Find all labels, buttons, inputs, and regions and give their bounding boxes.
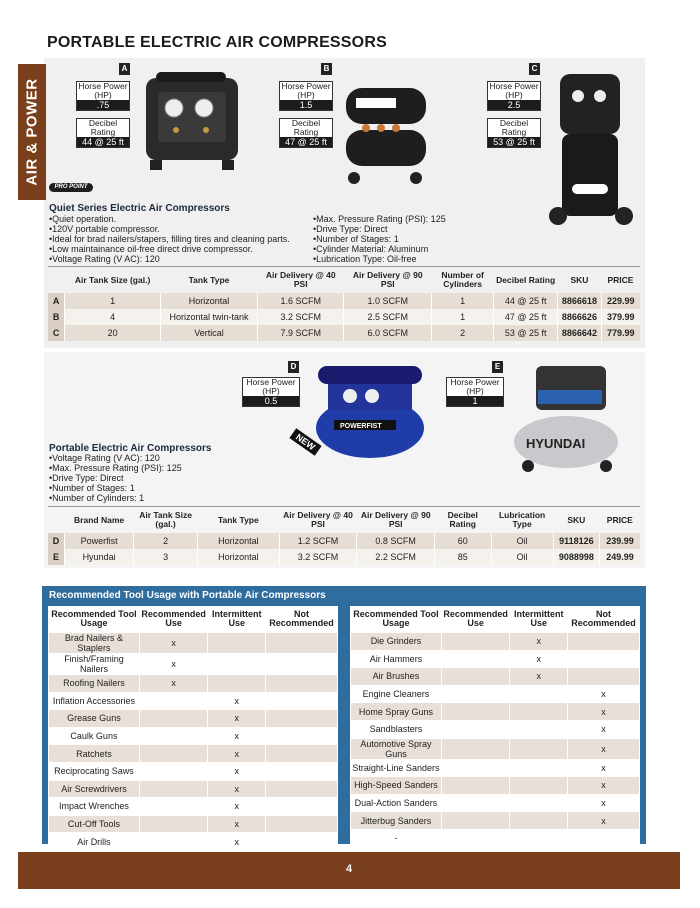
table-row — [49, 798, 338, 816]
usage-mark-cell — [266, 798, 338, 816]
usage-mark-cell — [568, 650, 640, 668]
table-header-row: Recommended Tool Usage Recommended Use Intermittent Use Not Recommended — [351, 606, 640, 633]
usage-mark-cell: x — [568, 759, 640, 777]
table-row — [49, 745, 338, 763]
table-row — [351, 829, 640, 847]
usage-mark-cell — [139, 692, 208, 710]
tool-name-cell: Air Hammers — [351, 650, 442, 668]
product-d-letter: D — [288, 361, 299, 373]
product-e-letter: E — [492, 361, 503, 373]
usage-mark-cell: x — [208, 745, 266, 763]
table-row — [49, 710, 338, 728]
usage-mark-cell: x — [208, 798, 266, 816]
tool-name-cell: Roofing Nailers — [49, 675, 140, 693]
usage-mark-cell: x — [208, 710, 266, 728]
table-row: D Powerfist 2 Horizontal 1.2 SCFM 0.8 SCFM 60 Oil 9118126 239.99 — [48, 533, 640, 549]
usage-mark-cell: x — [208, 692, 266, 710]
table-row — [49, 654, 338, 675]
usage-mark-cell — [568, 633, 640, 651]
usage-mark-cell: x — [568, 720, 640, 738]
usage-mark-cell — [266, 710, 338, 728]
product-b-letter: B — [321, 63, 332, 75]
tool-name-cell: - — [351, 829, 442, 847]
table-row — [49, 675, 338, 693]
usage-mark-cell — [139, 798, 208, 816]
usage-mark-cell — [208, 633, 266, 654]
usage-mark-cell — [266, 815, 338, 833]
product-c-letter: C — [529, 63, 540, 75]
tool-name-cell: Straight-Line Sanders — [351, 759, 442, 777]
hyundai-brand-text: HYUNDAI — [526, 436, 586, 451]
usage-mark-cell — [208, 654, 266, 675]
tool-name-cell: Automotive Spray Guns — [351, 738, 442, 759]
table-row — [49, 762, 338, 780]
usage-mark-cell — [441, 650, 510, 668]
usage-mark-cell: x — [568, 794, 640, 812]
usage-mark-cell: x — [510, 633, 568, 651]
side-tab: AIR & POWER — [18, 64, 46, 200]
section1-bullets-right: •Max. Pressure Rating (PSI): 125 •Drive Type: Direct •Number of Stages: 1 •Cylinder Material: Aluminum •Lubrication Type: Oil-free — [313, 214, 446, 264]
tool-name-cell: Finish/Framing Nailers — [49, 654, 140, 675]
table-header-row: Air Tank Size (gal.) Tank Type Air Delivery @ 40 PSI Air Delivery @ 90 PSI Number of Cylinders Decibel Rating SKU PRICE — [74, 270, 634, 289]
tool-name-cell: Grease Guns — [49, 710, 140, 728]
tool-name-cell: Engine Cleaners — [351, 685, 442, 703]
usage-mark-cell — [441, 703, 510, 721]
product-c-hp-spec: Horse Power (HP) 2.5 — [487, 81, 541, 111]
compressor-c-image — [546, 66, 636, 232]
tool-name-cell: Air Screwdrivers — [49, 780, 140, 798]
usage-mark-cell: x — [139, 654, 208, 675]
usage-mark-cell — [568, 829, 640, 847]
table-row — [351, 668, 640, 686]
usage-mark-cell — [441, 738, 510, 759]
quiet-series-table — [48, 267, 640, 341]
usage-mark-cell — [139, 815, 208, 833]
table-row — [49, 780, 338, 798]
table-row — [49, 692, 338, 710]
product-c-decibel-spec: Decibel Rating 53 @ 25 ft — [487, 118, 541, 148]
usage-mark-cell: x — [568, 812, 640, 830]
usage-mark-cell: x — [208, 780, 266, 798]
recommended-table-right — [350, 606, 640, 848]
tool-name-cell: Inflation Accessories — [49, 692, 140, 710]
product-a-decibel-spec: Decibel Rating 44 @ 25 ft — [76, 118, 130, 148]
tool-name-cell: Dual-Action Sanders — [351, 794, 442, 812]
usage-mark-cell: x — [139, 675, 208, 693]
table-row — [351, 794, 640, 812]
recommended-usage-title: Recommended Tool Usage with Portable Air Compressors — [49, 590, 326, 601]
usage-mark-cell — [139, 710, 208, 728]
compressor-d-image — [314, 362, 426, 462]
usage-mark-cell: x — [510, 650, 568, 668]
table-header-row: Recommended Tool Usage Recommended Use Intermittent Use Not Recommended — [49, 606, 338, 633]
usage-mark-cell — [510, 685, 568, 703]
usage-mark-cell — [441, 759, 510, 777]
usage-mark-cell — [139, 727, 208, 745]
usage-mark-cell — [510, 759, 568, 777]
table-row — [351, 812, 640, 830]
table-row — [351, 650, 640, 668]
usage-mark-cell: x — [568, 777, 640, 795]
product-a-letter: A — [119, 63, 130, 75]
usage-mark-cell: x — [510, 668, 568, 686]
usage-mark-cell — [510, 794, 568, 812]
usage-mark-cell: x — [568, 685, 640, 703]
table-row — [49, 727, 338, 745]
compressor-b-image — [336, 78, 436, 193]
table-row — [351, 759, 640, 777]
usage-mark-cell: x — [568, 703, 640, 721]
table-row: B 4 Horizontal twin-tank 3.2 SCFM 2.5 SCFM 1 47 @ 25 ft 8866626 379.99 — [48, 309, 640, 325]
pro-point-logo: PRO POINT — [49, 183, 93, 192]
section2-bullets: •Voltage Rating (V AC): 120 •Max. Pressure Rating (PSI): 125 •Drive Type: Direct •Number of Stages: 1 •Number of Cylinders: 1 — [49, 453, 182, 503]
page-number: 4 — [345, 863, 353, 875]
table-row — [49, 633, 338, 654]
usage-mark-cell — [266, 780, 338, 798]
table-row — [351, 703, 640, 721]
usage-mark-cell — [510, 829, 568, 847]
usage-mark-cell — [510, 812, 568, 830]
usage-mark-cell — [441, 720, 510, 738]
usage-mark-cell — [441, 685, 510, 703]
tool-name-cell: Caulk Guns — [49, 727, 140, 745]
tool-name-cell: Reciprocating Saws — [49, 762, 140, 780]
usage-mark-cell — [208, 675, 266, 693]
usage-mark-cell — [266, 633, 338, 654]
section1-heading: Quiet Series Electric Air Compressors — [49, 203, 230, 214]
table-row: E Hyundai 3 Horizontal 3.2 SCFM 2.2 SCFM 85 Oil 9088998 249.99 — [48, 549, 640, 565]
usage-mark-cell — [510, 703, 568, 721]
usage-mark-cell — [139, 745, 208, 763]
powerfist-brand-text: POWERFIST — [340, 423, 382, 430]
usage-mark-cell: x — [208, 815, 266, 833]
usage-mark-cell — [266, 675, 338, 693]
tool-name-cell: Jitterbug Sanders — [351, 812, 442, 830]
compressor-a-image — [136, 66, 246, 184]
table-row — [351, 720, 640, 738]
tool-name-cell: High-Speed Sanders — [351, 777, 442, 795]
usage-mark-cell — [441, 829, 510, 847]
product-b-decibel-spec: Decibel Rating 47 @ 25 ft — [279, 118, 333, 148]
tool-name-cell: Ratchets — [49, 745, 140, 763]
usage-mark-cell: x — [208, 727, 266, 745]
tool-name-cell: Air Drills — [49, 833, 140, 851]
usage-mark-cell — [510, 720, 568, 738]
usage-mark-cell: x — [208, 833, 266, 851]
tool-name-cell: Cut-Off Tools — [49, 815, 140, 833]
usage-mark-cell — [266, 745, 338, 763]
usage-mark-cell — [266, 727, 338, 745]
portable-electric-table — [48, 507, 640, 565]
table-row: C 20 Vertical 7.9 SCFM 6.0 SCFM 2 53 @ 25 ft 8866642 779.99 — [48, 325, 640, 341]
table-row — [351, 633, 640, 651]
table-row — [351, 738, 640, 759]
usage-mark-cell: x — [208, 762, 266, 780]
usage-mark-cell — [441, 777, 510, 795]
table-row — [351, 777, 640, 795]
usage-mark-cell — [510, 777, 568, 795]
usage-mark-cell — [568, 668, 640, 686]
usage-mark-cell — [441, 794, 510, 812]
table-header-row: Brand Name Air Tank Size (gal.) Tank Type Air Delivery @ 40 PSI Air Delivery @ 90 PSI Decibel Rating Lubrication Type SKU PRICE — [74, 510, 633, 529]
usage-mark-cell — [139, 780, 208, 798]
usage-mark-cell — [441, 668, 510, 686]
usage-mark-cell — [441, 633, 510, 651]
tool-name-cell: Air Brushes — [351, 668, 442, 686]
table-row — [351, 685, 640, 703]
product-a-hp-spec: Horse Power (HP) .75 — [76, 81, 130, 111]
compressor-e-image — [510, 362, 624, 476]
product-b-hp-spec: Horse Power (HP) 1.5 — [279, 81, 333, 111]
product-d-hp-spec: Horse Power (HP) 0.5 — [242, 377, 300, 407]
table-row — [49, 815, 338, 833]
usage-mark-cell — [266, 692, 338, 710]
usage-mark-cell — [266, 654, 338, 675]
usage-mark-cell — [510, 738, 568, 759]
usage-mark-cell — [266, 762, 338, 780]
page-title: PORTABLE ELECTRIC AIR COMPRESSORS — [47, 34, 387, 51]
tool-name-cell: Home Spray Guns — [351, 703, 442, 721]
section2-heading: Portable Electric Air Compressors — [49, 443, 212, 454]
usage-mark-cell: x — [139, 633, 208, 654]
usage-mark-cell — [139, 762, 208, 780]
tool-name-cell: Die Grinders — [351, 633, 442, 651]
new-badge: NEW — [289, 428, 321, 456]
tool-name-cell: Brad Nailers & Staplers — [49, 633, 140, 654]
usage-mark-cell — [441, 812, 510, 830]
section1-bullets-left: •Quiet operation. •120V portable compressor. •Ideal for brad nailers/stapers, filling tires and cleaning parts. •Low maintainance oil-free direct drive compressor. •Voltage Rating (V AC): 120 — [49, 214, 290, 264]
page-footer — [18, 852, 680, 889]
usage-mark-cell — [266, 833, 338, 851]
recommended-table-left — [48, 606, 338, 851]
table-row — [49, 833, 338, 851]
table-row: A 1 Horizontal 1.6 SCFM 1.0 SCFM 1 44 @ 25 ft 8866618 229.99 — [48, 293, 640, 309]
tool-name-cell: Sandblasters — [351, 720, 442, 738]
product-e-hp-spec: Horse Power (HP) 1 — [446, 377, 504, 407]
usage-mark-cell: x — [568, 738, 640, 759]
tool-name-cell: Impact Wrenches — [49, 798, 140, 816]
usage-mark-cell — [139, 833, 208, 851]
